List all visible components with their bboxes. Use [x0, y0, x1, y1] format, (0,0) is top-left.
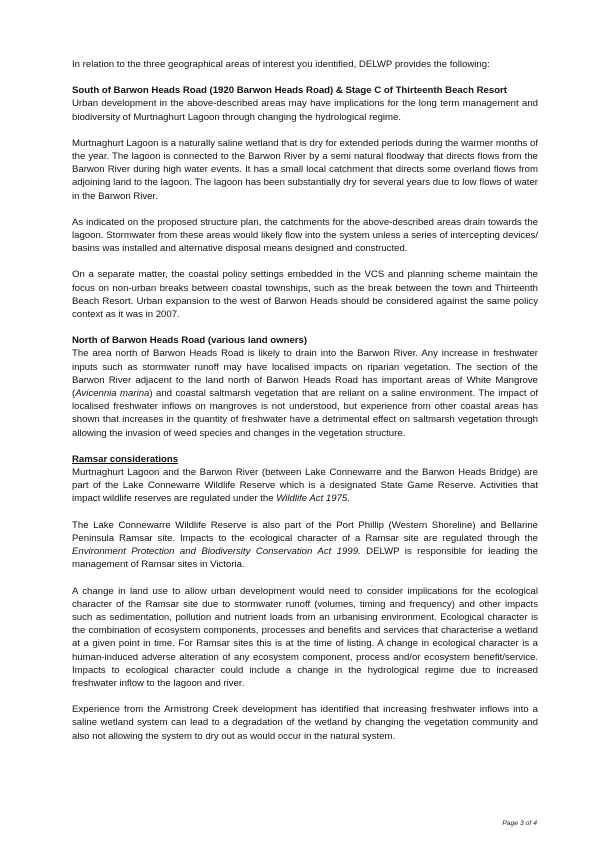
section-south-p2: Murtnaghurt Lagoon is a naturally saline wetland that is dry for extended periods during the warmer months of the year. The lagoon is connected to the Barwon River by a semi natural floodway that directs flows from the Barwon River during high water events. It has a small local catchment that directs some overland flows from adjoining land to the lagoon. The lagoon has been substantially dry for several years due to low flows of water in the Barwon River.: [72, 137, 538, 202]
section-north: [72, 334, 538, 440]
section-ramsar-p2b: DELWP is responsible for leading the management of Ramsar sites in Victoria.: [72, 546, 538, 571]
section-heading-ramsar: Ramsar considerations: [72, 453, 179, 465]
section-ramsar-p2a: The Lake Connewarre Wildlife Reserve is also part of the Port Phillip (Western Shoreline) and Bellarine Peninsula Ramsar site. Impacts to the ecological character of a Ramsar site are regulated through the: [72, 519, 538, 544]
section-south-p1: Urban development in the above-described areas may have implications for the long term management and biodiversity of Murtnaghurt Lagoon through changing the hydrological regime.: [72, 98, 538, 123]
act-name-wildlife: Wildlife Act 1975.: [276, 493, 350, 505]
section-north-p1a: The area north of Barwon Heads Road is likely to drain into the Barwon River. Any increase in freshwater inputs such as stormwater runoff may have localised impacts on riparian vegetation. The section of the Barwon River adjacent to the land north of Barwon Heads Road has important areas of White Mangrove (: [72, 348, 538, 400]
section-ramsar: [72, 453, 538, 506]
page-number: Page 3 of 4: [502, 820, 537, 827]
section-heading-south: South of Barwon Heads Road (1920 Barwon Heads Road) & Stage C of Thirteenth Beach Resort: [72, 85, 507, 97]
species-name: Avicennia marina: [75, 388, 150, 400]
document-page: [72, 58, 538, 756]
intro-paragraph: In relation to the three geographical areas of interest you identified, DELWP provides the following:: [72, 59, 490, 70]
section-north-p1b: ) and coastal saltmarsh vegetation that are reliant on a saline environment. The impact of localised freshwater inflows on mangroves is not understood, but experience from other coastal areas has shown that increases in the quantity of freshwater have a detrimental effect on saltmarsh vegetation through allowing the invasion of weed species and changes in the vegetation structure.: [72, 388, 538, 439]
section-ramsar-p2: [72, 519, 538, 572]
section-heading-north: North of Barwon Heads Road (various land owners): [72, 335, 308, 347]
section-ramsar-p3: A change in land use to allow urban development would need to consider implications for the ecological character of the Ramsar site due to stormwater runoff (volumes, timing and frequency) and other impacts such as sedimentation, pollution and nutrient loads from an urbanising environment. Ecological character is the combination of ecosystem components, processes and benefits and services that characterise a wetland at a given point in time. For Ramsar sites this is at the time of listing. A change in ecological character is a human-induced adverse alteration of any ecosystem component, process and/or ecosystem benefit/service. Impacts to ecological character could include a change in the hydrological regime due to increased freshwater inflow to the lagoon and river.: [72, 585, 538, 689]
section-south-p3: As indicated on the proposed structure plan, the catchments for the above-described areas drain towards the lagoon. Stormwater from these areas would likely flow into the system unless a series of intercepting devices/ basins was installed and alternative disposal means designed and constructed.: [72, 216, 538, 255]
section-south-p4: On a separate matter, the coastal policy settings embedded in the VCS and planning scheme maintain the focus on non-urban breaks between coastal townships, such as the break between the town and Thirteenth Beach Resort. Urban expansion to the west of Barwon Heads should be considered against the same policy context as it was in 2007.: [72, 269, 538, 321]
section-ramsar-p4: Experience from the Armstrong Creek development has identified that increasing freshwater inflows into a saline wetland system can lead to a degradation of the wetland by changing the vegetation community and also not allowing the system to dry out as would occur in the natural system.: [72, 704, 538, 742]
section-south: [72, 84, 538, 124]
act-name-epbc: Environment Protection and Biodiversity Conservation Act 1999.: [72, 546, 361, 558]
section-ramsar-p1a: Murtnaghurt Lagoon and the Barwon River (between Lake Connewarre and the Barwon Heads Bridge) are part of the Lake Connewarre Wildlife Reserve which is a designated State Game Reserve. Activities that impact wildlife reserves are regulated under the: [72, 467, 538, 505]
